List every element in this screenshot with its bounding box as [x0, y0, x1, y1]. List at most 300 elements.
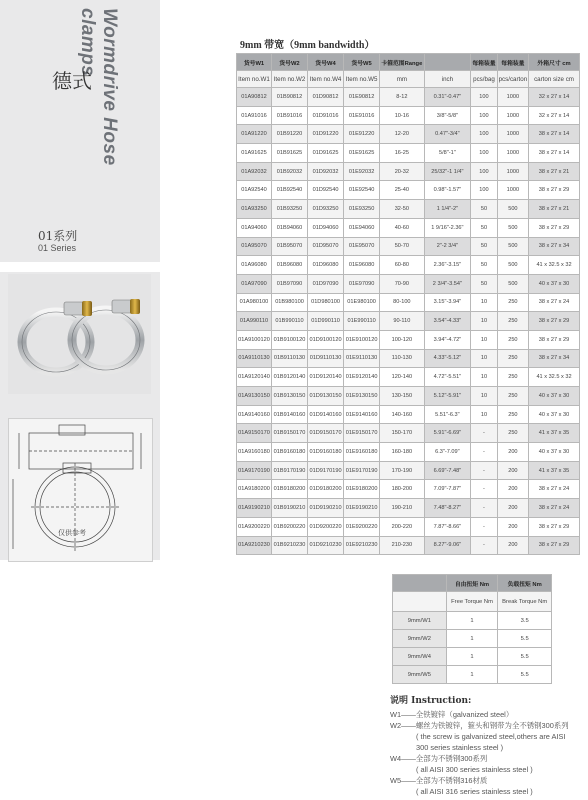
table-cell: 170-190: [380, 461, 424, 480]
table-cell: 130-150: [380, 387, 424, 406]
table-cell: 40 x 37 x 30: [529, 387, 580, 406]
table-cell: 100: [471, 125, 498, 144]
table-row: [237, 88, 580, 107]
table-cell: 01A9140160: [237, 405, 272, 424]
table-cell: 01D990110: [308, 312, 344, 331]
table-cell: 01E92540: [344, 181, 380, 200]
table-cell: 01A9170190: [237, 461, 272, 480]
table-cell: 9mm/W4: [393, 648, 447, 666]
product-photo: [8, 274, 151, 394]
table-cell: 0.47"-3/4": [424, 125, 471, 144]
table-cell: 01B92032: [271, 162, 307, 181]
table-cell: 6.69"-7.48": [424, 461, 471, 480]
table-cell: 1000: [497, 125, 528, 144]
table-cell: 01E9140160: [344, 405, 380, 424]
table-cell: 01E9200220: [344, 517, 380, 536]
table-cell: 200-220: [380, 517, 424, 536]
table-cell: 01A9160180: [237, 443, 272, 462]
torque-header-cn-row: [393, 575, 552, 592]
table-row: [393, 648, 552, 666]
table-cell: 01D96080: [308, 256, 344, 275]
table-cell: 01B91625: [271, 144, 307, 163]
torque-table-body: [393, 612, 552, 684]
table-cell: 01A97090: [237, 274, 272, 293]
table-cell: 90-110: [380, 312, 424, 331]
instruction-line: ( the screw is galvanized steel,others are AISI: [416, 732, 566, 741]
table-cell: -: [471, 480, 498, 499]
table-cell: 4.33"-5.12": [424, 349, 471, 368]
table-cell: 01D90812: [308, 88, 344, 107]
table-cell: 38 x 27 x 14: [529, 125, 580, 144]
table-cell: 32 x 27 x 14: [529, 88, 580, 107]
table-row: [237, 405, 580, 424]
table-cell: 01B9190210: [271, 499, 307, 518]
table-cell: 200: [497, 517, 528, 536]
table-cell: 01A91220: [237, 125, 272, 144]
table-cell: 100-120: [380, 330, 424, 349]
table-cell: 01A9100120: [237, 330, 272, 349]
table-cell: 01B97090: [271, 274, 307, 293]
table-cell: 38 x 27 x 29: [529, 517, 580, 536]
instruction-line: W2——螺丝为铁镀锌，箍头和钢带为全不锈钢300系列: [390, 721, 569, 730]
clamp-schematic: [9, 419, 152, 561]
table-cell: -: [471, 499, 498, 518]
table-cell: 3.94"-4.72": [424, 330, 471, 349]
table-cell: 01D91220: [308, 125, 344, 144]
table-cell: 0.98"-1.57": [424, 181, 471, 200]
table-cell: 3.54"-4.33": [424, 312, 471, 331]
table-cell: 38 x 27 x 24: [529, 480, 580, 499]
table-cell: 10: [471, 293, 498, 312]
torque-header-cn-cell: [393, 575, 447, 592]
table-cell: 2.36"-3.15": [424, 256, 471, 275]
torque-header-en-cell: Free Torque Nm: [446, 592, 498, 612]
spec-header-en-cell: Item no.W2: [271, 71, 307, 88]
instruction-line: W4——全部为不锈钢300系列: [390, 754, 488, 763]
table-cell: 01D95070: [308, 237, 344, 256]
table-row: [393, 630, 552, 648]
table-cell: 01B9130150: [271, 387, 307, 406]
table-cell: 1: [446, 612, 498, 630]
instruction-title: 说明 Instruction:: [390, 696, 472, 706]
table-cell: 01A95070: [237, 237, 272, 256]
table-cell: 5.5: [498, 648, 552, 666]
table-cell: 8-12: [380, 88, 424, 107]
table-cell: 01A9210230: [237, 536, 272, 555]
table-row: [237, 106, 580, 125]
table-cell: 01A96080: [237, 256, 272, 275]
table-cell: 01E9150170: [344, 424, 380, 443]
table-cell: 38 x 27 x 24: [529, 499, 580, 518]
spec-header-cn-cell: 每箱装量: [497, 54, 528, 71]
spec-header-en-cell: pcs/bag: [471, 71, 498, 88]
table-cell: 9mm/W5: [393, 666, 447, 684]
table-cell: 200: [497, 461, 528, 480]
torque-header-en-row: [393, 592, 552, 612]
table-cell: 4.72"-5.51": [424, 368, 471, 387]
table-cell: 01A93250: [237, 200, 272, 219]
torque-header-cn-cell: 负载扭矩 Nm: [498, 575, 552, 592]
table-cell: 12-20: [380, 125, 424, 144]
table-cell: 41 x 37 x 35: [529, 424, 580, 443]
table-cell: 8.27"-9.06": [424, 536, 471, 555]
drawing-caption: 仅供参考: [58, 530, 86, 537]
table-cell: 01B91220: [271, 125, 307, 144]
table-cell: 01B9170190: [271, 461, 307, 480]
table-cell: 01B90812: [271, 88, 307, 107]
table-cell: 200: [497, 499, 528, 518]
table-row: [237, 125, 580, 144]
table-cell: 01E95070: [344, 237, 380, 256]
table-cell: 40 x 37 x 30: [529, 405, 580, 424]
table-cell: 9mm/W1: [393, 612, 447, 630]
table-cell: 01D94060: [308, 218, 344, 237]
spec-header-en-cell: Item no.W5: [344, 71, 380, 88]
table-cell: 01D93250: [308, 200, 344, 219]
table-cell: 01E9180200: [344, 480, 380, 499]
table-cell: 2"-2 3/4": [424, 237, 471, 256]
table-row: [237, 237, 580, 256]
table-cell: 01E9160180: [344, 443, 380, 462]
table-cell: 01D9130150: [308, 387, 344, 406]
table-cell: 5.5: [498, 630, 552, 648]
table-cell: 7.09"-7.87": [424, 480, 471, 499]
table-cell: 38 x 27 x 34: [529, 349, 580, 368]
table-cell: 01B94060: [271, 218, 307, 237]
table-row: [237, 536, 580, 555]
table-cell: 10: [471, 312, 498, 331]
table-cell: 01E91016: [344, 106, 380, 125]
table-cell: 60-80: [380, 256, 424, 275]
table-cell: -: [471, 536, 498, 555]
technical-drawing: [8, 418, 153, 562]
table-row: [237, 517, 580, 536]
table-cell: 500: [497, 200, 528, 219]
table-cell: 3.15"-3.94": [424, 293, 471, 312]
table-row: [237, 330, 580, 349]
table-cell: 01E96080: [344, 256, 380, 275]
table-cell: 01A9150170: [237, 424, 272, 443]
table-cell: 38 x 27 x 29: [529, 218, 580, 237]
spec-header-cn-cell: 外箱尺寸 cm: [529, 54, 580, 71]
table-row: [393, 612, 552, 630]
table-cell: 01E91220: [344, 125, 380, 144]
table-cell: 10: [471, 330, 498, 349]
german-type-title: 德式: [52, 69, 92, 93]
table-cell: 01D92540: [308, 181, 344, 200]
table-cell: 38 x 27 x 29: [529, 312, 580, 331]
table-cell: 01E91625: [344, 144, 380, 163]
table-row: [237, 368, 580, 387]
table-cell: 200: [497, 536, 528, 555]
spec-header-cn-cell: [424, 54, 471, 71]
table-cell: 70-90: [380, 274, 424, 293]
table-row: [237, 293, 580, 312]
spec-header-en-cell: carton size cm: [529, 71, 580, 88]
table-cell: 50-70: [380, 237, 424, 256]
instruction-lines: [390, 709, 569, 797]
table-cell: 01E9110130: [344, 349, 380, 368]
table-cell: 100: [471, 106, 498, 125]
table-cell: 250: [497, 424, 528, 443]
table-row: [237, 349, 580, 368]
table-cell: 180-200: [380, 480, 424, 499]
table-cell: 160-180: [380, 443, 424, 462]
product-vertical-title: Wormdrive Hose clamps: [77, 8, 120, 166]
table-cell: 01A9110130: [237, 349, 272, 368]
table-cell: 38 x 27 x 29: [529, 181, 580, 200]
table-cell: 1: [446, 630, 498, 648]
table-cell: 01D91016: [308, 106, 344, 125]
table-row: [237, 424, 580, 443]
table-row: [237, 144, 580, 163]
table-cell: 38 x 27 x 24: [529, 293, 580, 312]
table-cell: 6.3"-7.09": [424, 443, 471, 462]
table-cell: 01A9190210: [237, 499, 272, 518]
instruction-line: W5——全部为不锈钢316材质: [390, 776, 488, 785]
table-cell: 5.5: [498, 666, 552, 684]
table-cell: 01D9100120: [308, 330, 344, 349]
series-label-en: 01 Series: [38, 243, 77, 253]
table-cell: 10: [471, 387, 498, 406]
table-cell: 01D9160180: [308, 443, 344, 462]
table-cell: 01D92032: [308, 162, 344, 181]
table-cell: 100: [471, 162, 498, 181]
table-cell: 01A980100: [237, 293, 272, 312]
table-cell: 01D9150170: [308, 424, 344, 443]
table-cell: 01E980100: [344, 293, 380, 312]
table-cell: 01A94060: [237, 218, 272, 237]
torque-header-en-cell: [393, 592, 447, 612]
table-cell: 1000: [497, 88, 528, 107]
table-cell: 01E9100120: [344, 330, 380, 349]
table-cell: 1000: [497, 181, 528, 200]
table-row: [237, 181, 580, 200]
table-cell: 32-50: [380, 200, 424, 219]
table-cell: 01E9190210: [344, 499, 380, 518]
table-cell: 01D91625: [308, 144, 344, 163]
table-cell: 01A90812: [237, 88, 272, 107]
table-row: [237, 480, 580, 499]
table-cell: 10-16: [380, 106, 424, 125]
table-cell: 250: [497, 387, 528, 406]
table-cell: 25/32"-1 1/4": [424, 162, 471, 181]
bandwidth-title: 9mm 带宽（9mm bandwidth）: [240, 40, 375, 51]
table-cell: 01E9170190: [344, 461, 380, 480]
table-cell: 1000: [497, 106, 528, 125]
table-cell: 01D97090: [308, 274, 344, 293]
table-cell: 41 x 32.5 x 32: [529, 256, 580, 275]
table-cell: 500: [497, 237, 528, 256]
table-cell: -: [471, 443, 498, 462]
table-cell: 120-140: [380, 368, 424, 387]
table-row: [237, 162, 580, 181]
torque-table: [392, 574, 552, 684]
table-cell: 38 x 27 x 21: [529, 200, 580, 219]
spec-header-en-cell: pcs/carton: [497, 71, 528, 88]
spec-table-body: [237, 88, 580, 555]
series-label-cn: 01系列: [38, 229, 78, 243]
table-cell: 9mm/W2: [393, 630, 447, 648]
spec-header-en-cell: Item no.W4: [308, 71, 344, 88]
table-cell: 01E92032: [344, 162, 380, 181]
instruction-line: ( all AISI 300 series stainless steel ): [416, 765, 533, 774]
instruction-block: [390, 696, 569, 797]
table-cell: 3/8"-5/8": [424, 106, 471, 125]
table-cell: 01E9210230: [344, 536, 380, 555]
table-cell: -: [471, 461, 498, 480]
table-cell: 40 x 37 x 30: [529, 274, 580, 293]
table-cell: 500: [497, 218, 528, 237]
table-cell: 01A9120140: [237, 368, 272, 387]
table-cell: 01B9180200: [271, 480, 307, 499]
table-cell: 150-170: [380, 424, 424, 443]
table-cell: 01B92540: [271, 181, 307, 200]
table-cell: 0.31"-0.47": [424, 88, 471, 107]
table-row: [237, 443, 580, 462]
torque-header-en-cell: Break Torque Nm: [498, 592, 552, 612]
table-cell: 50: [471, 256, 498, 275]
table-cell: 01D980100: [308, 293, 344, 312]
table-cell: 01D9190210: [308, 499, 344, 518]
table-cell: 5.51"-6.3": [424, 405, 471, 424]
table-cell: 01E9130150: [344, 387, 380, 406]
table-cell: 250: [497, 405, 528, 424]
table-cell: 38 x 27 x 14: [529, 144, 580, 163]
table-cell: 01A9180200: [237, 480, 272, 499]
table-cell: 01D9120140: [308, 368, 344, 387]
table-cell: 250: [497, 368, 528, 387]
table-cell: 01B91016: [271, 106, 307, 125]
table-cell: 32 x 27 x 14: [529, 106, 580, 125]
table-cell: 7.48"-8.27": [424, 499, 471, 518]
table-cell: 20-32: [380, 162, 424, 181]
table-cell: 10: [471, 368, 498, 387]
table-cell: 7.87"-8.66": [424, 517, 471, 536]
table-cell: 38 x 27 x 29: [529, 330, 580, 349]
table-cell: 250: [497, 330, 528, 349]
hose-clamp-image: [8, 274, 151, 394]
table-cell: 110-130: [380, 349, 424, 368]
table-cell: 01B9200220: [271, 517, 307, 536]
torque-header-cn-cell: 自由扭矩 Nm: [446, 575, 498, 592]
table-cell: 01A990110: [237, 312, 272, 331]
table-cell: 01A9130150: [237, 387, 272, 406]
table-row: [237, 200, 580, 219]
table-cell: 50: [471, 237, 498, 256]
table-cell: 1000: [497, 162, 528, 181]
table-cell: 190-210: [380, 499, 424, 518]
table-cell: 01E990110: [344, 312, 380, 331]
table-cell: 5.91"-6.69": [424, 424, 471, 443]
spec-header-cn-cell: 货号W1: [237, 54, 272, 71]
instruction-line: ( all AISI 316 series stainless steel ): [416, 787, 533, 796]
table-cell: 41 x 37 x 35: [529, 461, 580, 480]
table-row: [237, 499, 580, 518]
table-cell: 01B9140160: [271, 405, 307, 424]
table-cell: 01E94060: [344, 218, 380, 237]
spec-header-en-cell: mm: [380, 71, 424, 88]
table-cell: 40-60: [380, 218, 424, 237]
spec-header-cn-cell: 货号W4: [308, 54, 344, 71]
table-cell: 01B9120140: [271, 368, 307, 387]
table-cell: 200: [497, 443, 528, 462]
table-cell: 2 3/4"-3.54": [424, 274, 471, 293]
table-row: [393, 666, 552, 684]
table-cell: 01B9100120: [271, 330, 307, 349]
table-cell: 01A92032: [237, 162, 272, 181]
table-row: [237, 387, 580, 406]
table-cell: 1: [446, 648, 498, 666]
table-cell: 50: [471, 218, 498, 237]
table-cell: 01B980100: [271, 293, 307, 312]
table-cell: 250: [497, 312, 528, 331]
instruction-line: 300 series stainless steel ): [416, 743, 504, 752]
table-cell: 140-160: [380, 405, 424, 424]
table-cell: 38 x 27 x 21: [529, 162, 580, 181]
table-cell: 25-40: [380, 181, 424, 200]
table-cell: 01D9110130: [308, 349, 344, 368]
table-cell: 250: [497, 349, 528, 368]
table-row: [237, 218, 580, 237]
table-cell: 500: [497, 274, 528, 293]
table-cell: -: [471, 424, 498, 443]
table-cell: 01D9140160: [308, 405, 344, 424]
spec-header-en-cell: inch: [424, 71, 471, 88]
table-cell: 500: [497, 256, 528, 275]
table-cell: 1: [446, 666, 498, 684]
spec-header-cn-row: [237, 54, 580, 71]
table-cell: 01E9120140: [344, 368, 380, 387]
table-cell: -: [471, 517, 498, 536]
spec-header-en-row: [237, 71, 580, 88]
table-cell: 16-25: [380, 144, 424, 163]
table-cell: 01D9200220: [308, 517, 344, 536]
table-cell: 01E93250: [344, 200, 380, 219]
table-row: [237, 274, 580, 293]
table-cell: 01A9200220: [237, 517, 272, 536]
table-cell: 01D9180200: [308, 480, 344, 499]
table-row: [237, 461, 580, 480]
sidebar-gap: [0, 262, 160, 272]
table-cell: 01B9160180: [271, 443, 307, 462]
table-cell: 01B9210230: [271, 536, 307, 555]
table-cell: 210-230: [380, 536, 424, 555]
table-cell: 1 9/16"-2.36": [424, 218, 471, 237]
table-cell: 10: [471, 405, 498, 424]
table-cell: 01B96080: [271, 256, 307, 275]
table-cell: 01E97090: [344, 274, 380, 293]
table-cell: 01B9110130: [271, 349, 307, 368]
table-row: [237, 256, 580, 275]
table-cell: 3.5: [498, 612, 552, 630]
table-cell: 41 x 32.5 x 32: [529, 368, 580, 387]
spec-header-cn-cell: 卡箍范围Range: [380, 54, 424, 71]
spec-header-en-cell: Item no.W1: [237, 71, 272, 88]
table-cell: 1 1/4"-2": [424, 200, 471, 219]
table-cell: 38 x 27 x 29: [529, 536, 580, 555]
spec-table: [236, 53, 580, 555]
table-cell: 01A92540: [237, 181, 272, 200]
table-cell: 40 x 37 x 30: [529, 443, 580, 462]
table-cell: 1000: [497, 144, 528, 163]
table-cell: 01E90812: [344, 88, 380, 107]
table-cell: 01B95070: [271, 237, 307, 256]
spec-header-cn-cell: 货号W2: [271, 54, 307, 71]
table-cell: 01D9210230: [308, 536, 344, 555]
table-cell: 50: [471, 200, 498, 219]
table-cell: 50: [471, 274, 498, 293]
